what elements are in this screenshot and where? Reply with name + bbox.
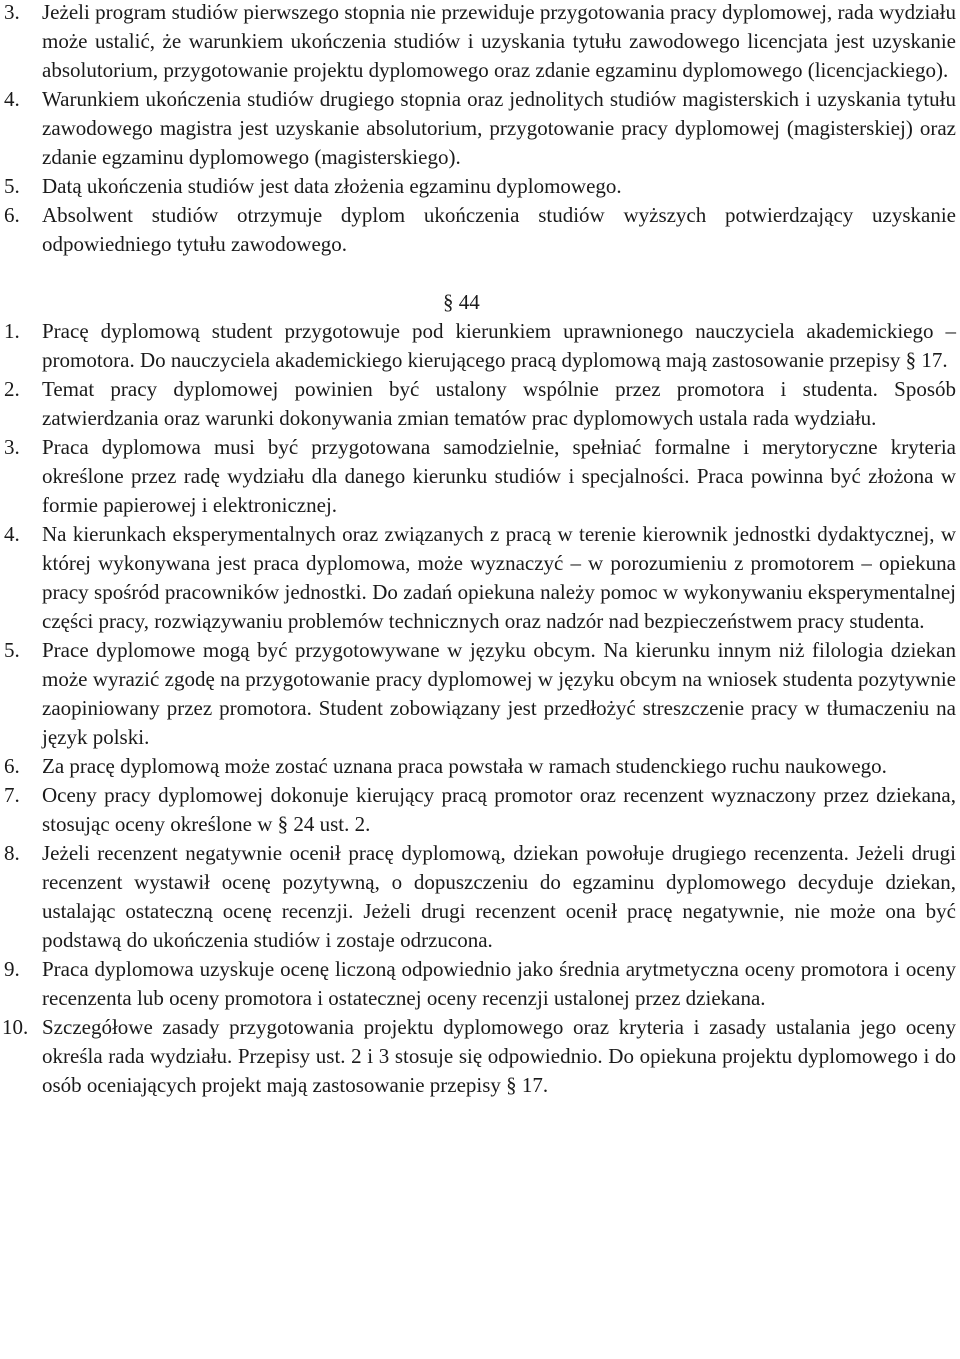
item-number: 6. — [4, 203, 20, 227]
item-text: Jeżeli recenzent negatywnie ocenił pracę dyplomową, dziekan powołuje drugiego recenzenta. Jeżeli drugi recenzent wystawił ocenę pozytywną, o dopuszczeniu do egzaminu dyplomowego decyduje dziekan, ustalając ostateczną ocenę recenzji. Jeżeli drugi recenzent ocenił pracę negatywnie, nie może ona być podstawą do ukończenia studiów i zostaje odrzucona. — [42, 841, 956, 952]
item-text: Na kierunkach eksperymentalnych oraz związanych z pracą w terenie kierownik jednostki dydaktycznej, w której wykonywana jest praca dyplomowa, może wyznaczyć – w porozumieniu z promotorem – opiekuna pracy spośród pracowników jednostki. Do zadań opiekuna należy pomoc w wykonywaniu eksperymentalnej części pracy, rozwiązywaniu problemów technicznych oraz nadzór nad bezpieczeństwem pracy studenta. — [42, 522, 956, 633]
list-item — [0, 1013, 956, 1100]
item-number: 4. — [4, 522, 20, 546]
list-item — [0, 520, 956, 636]
item-text: Prace dyplomowe mogą być przygotowywane w języku obcym. Na kierunku innym niż filologia dziekan może wyrazić zgodę na przygotowanie pracy dyplomowej w języku obcym na wniosek studenta pozytywnie zaopiniowany przez promotora. Student zobowiązany jest przedłożyć streszczenie pracy w tłumaczeniu na język polski. — [42, 638, 956, 749]
item-text: Za pracę dyplomową może zostać uznana praca powstała w ramach studenckiego ruchu naukowego. — [42, 754, 887, 778]
item-number: 1. — [4, 319, 20, 343]
item-text: Praca dyplomowa musi być przygotowana samodzielnie, spełniać formalne i merytoryczne kryteria określone przez radę wydziału dla danego kierunku studiów i specjalności. Praca powinna być złożona w formie papierowej i elektronicznej. — [42, 435, 956, 517]
item-number: 6. — [4, 754, 20, 778]
section-heading: § 44 — [443, 290, 480, 314]
item-number: 4. — [4, 87, 20, 111]
item-text: Warunkiem ukończenia studiów drugiego stopnia oraz jednolitych studiów magisterskich i uzyskania tytułu zawodowego magistra jest uzyskanie absolutorium, przygotowanie pracy dyplomowej (magisterskiej) oraz zdanie egzaminu dyplomowego (magisterskiego). — [42, 87, 956, 169]
list-item — [0, 433, 956, 520]
item-number: 5. — [4, 174, 20, 198]
list-item — [0, 636, 956, 752]
list-item — [0, 85, 956, 172]
item-number: 3. — [4, 435, 20, 459]
item-text: Szczegółowe zasady przygotowania projektu dyplomowego oraz kryteria i zasady ustalania jego oceny określa rada wydziału. Przepisy ust. 2 i 3 stosuje się odpowiednio. Do opiekuna projektu dyplomowego i do osób oceniających projekt mają zastosowanie przepisy § 17. — [42, 1015, 956, 1097]
item-number: 8. — [4, 841, 20, 865]
item-text: Temat pracy dyplomowej powinien być ustalony wspólnie przez promotora i studenta. Sposób zatwierdzania oraz warunki dokonywania zmian tematów prac dyplomowych ustala rada wydziału. — [42, 377, 956, 430]
item-text: Datą ukończenia studiów jest data złożenia egzaminu dyplomowego. — [42, 174, 622, 198]
item-text: Oceny pracy dyplomowej dokonuje kierujący pracą promotor oraz recenzent wyznaczony przez dziekana, stosując oceny określone w § 24 ust. 2. — [42, 783, 956, 836]
list-item — [0, 201, 956, 259]
item-number: 3. — [4, 0, 20, 24]
list-item — [0, 781, 956, 839]
list-item — [0, 955, 956, 1013]
spacer — [0, 259, 956, 288]
list-item — [0, 839, 956, 955]
list-item — [0, 172, 956, 201]
item-text: Absolwent studiów otrzymuje dyplom ukończenia studiów wyższych potwierdzający uzyskanie odpowiedniego tytułu zawodowego. — [42, 203, 956, 256]
item-number: 9. — [4, 957, 20, 981]
list-item — [0, 752, 956, 781]
list-item — [0, 375, 956, 433]
list-item — [0, 0, 956, 85]
item-number: 2. — [4, 377, 20, 401]
item-number: 10. — [2, 1015, 29, 1039]
item-number: 5. — [4, 638, 20, 662]
item-text: Pracę dyplomową student przygotowuje pod kierunkiem uprawnionego nauczyciela akademickiego – promotora. Do nauczyciela akademickiego kierującego pracą dyplomową mają zastosowanie przepisy § 17. — [42, 319, 956, 372]
item-number: 7. — [4, 783, 20, 807]
item-text: Jeżeli program studiów pierwszego stopnia nie przewiduje przygotowania pracy dyplomowej, rada wydziału może ustalić, że warunkiem ukończenia studiów i uzyskania tytułu zawodowego licencjata jest uzyskanie absolutorium, przygotowanie projektu dyplomowego oraz zdanie egzaminu dyplomowego (licencjackiego). — [42, 0, 956, 82]
item-text: Praca dyplomowa uzyskuje ocenę liczoną odpowiednio jako średnia arytmetyczna oceny promotora i oceny recenzenta lub oceny promotora i ostatecznej oceny recenzji ustalonej przez dziekana. — [42, 957, 956, 1010]
list-item — [0, 317, 956, 375]
